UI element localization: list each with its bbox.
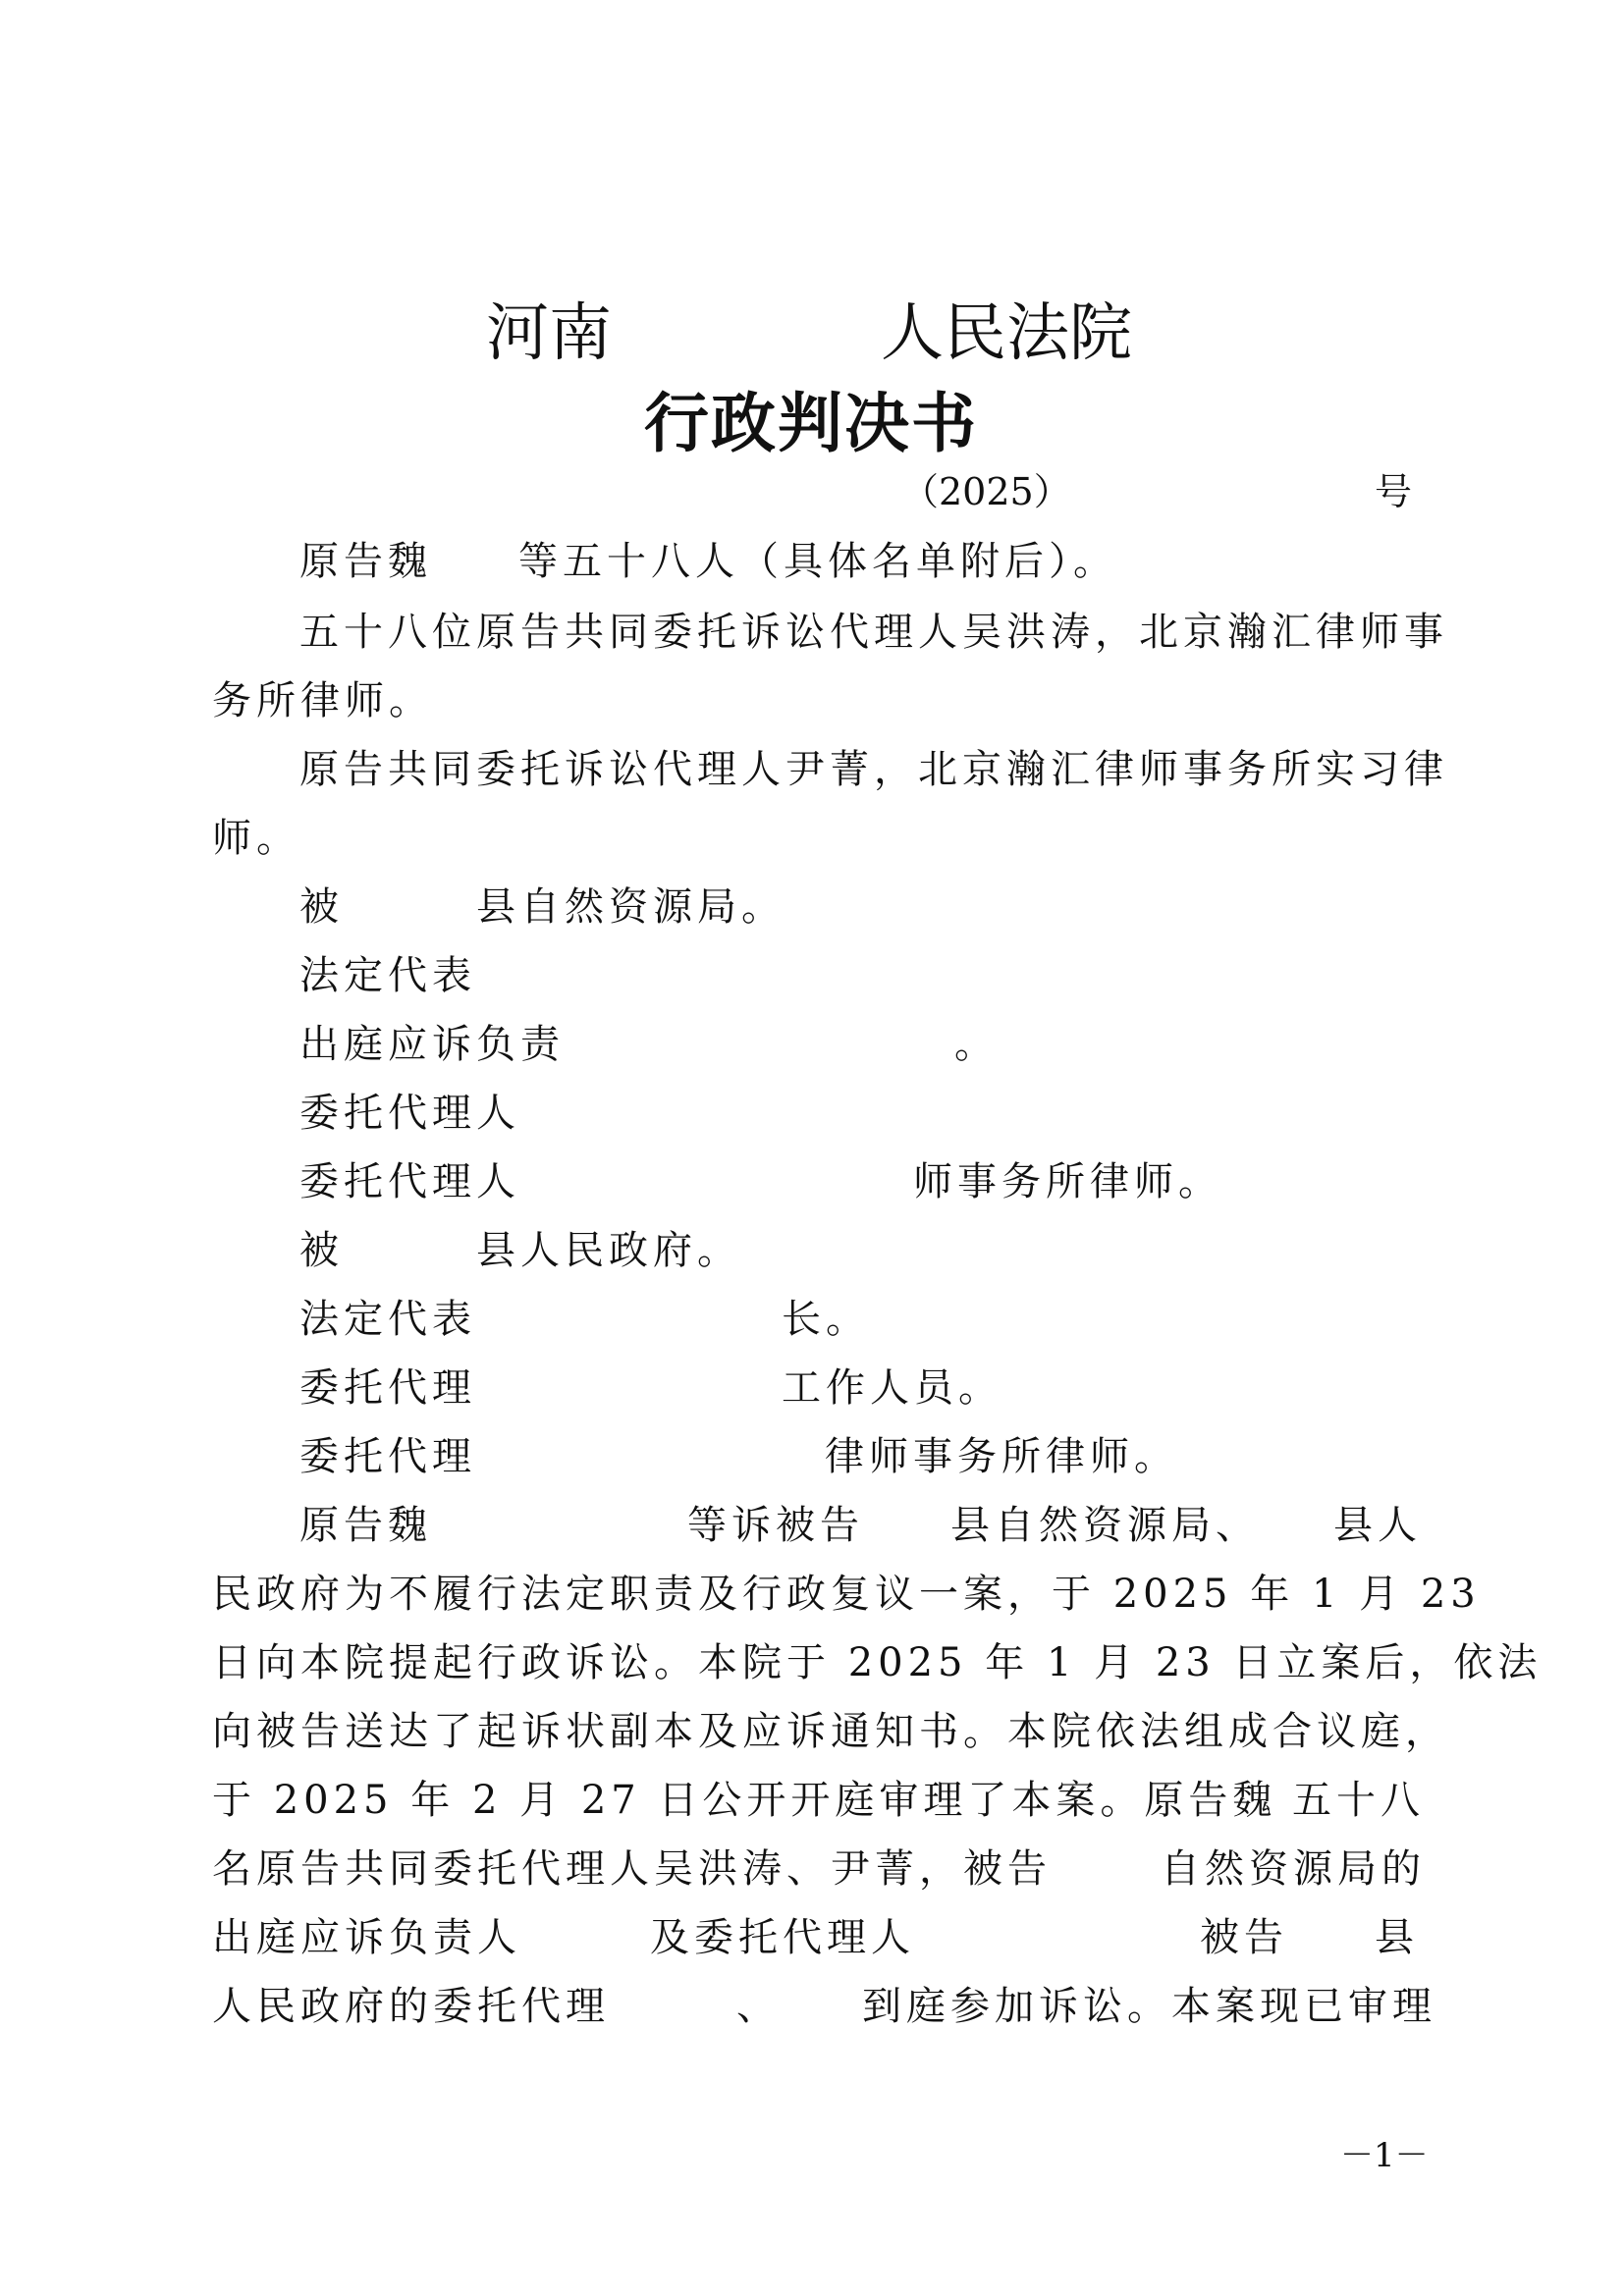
court-name-suffix: 人民法院 [881,297,1132,370]
court-name-prefix: 河南 [486,297,612,370]
page-number: －1－ [1340,2136,1429,2175]
defendant-1-responsible-end: 。 [954,1022,999,1067]
body-line-7-part-d: 县 [1375,1915,1419,1960]
defendant-1-legal-rep: 法定代表 [299,953,476,998]
plaintiff-name: 原告魏 [299,539,432,584]
body-line-7-part-a: 出庭应诉负责人 [212,1915,521,1960]
body-line-1-part-d: 县人 [1333,1503,1422,1548]
body-line-6-part-a: 名原告共同委托代理人吴洪涛、尹菁，被告 [212,1846,1052,1892]
case-number-suffix: 号 [1375,470,1413,513]
defendant-1-responsible-label: 出庭应诉负责 [299,1022,565,1067]
defendant-2-name: 县人民政府。 [476,1228,741,1273]
defendant-1-label: 被 [299,884,344,930]
body-line-8-part-c: 到庭参加诉讼。本案现已审理 [862,1984,1436,2029]
defendant-1-agent-2-firm: 师事务所律师。 [913,1159,1222,1204]
defendant-1-agent-2-label: 委托代理人 [299,1159,520,1204]
plaintiff-agent-2-line-2: 师。 [212,816,300,861]
body-line-8-part-b: 、 [736,1984,781,2029]
case-year: （2025） [901,470,1071,513]
body-line-1-part-b: 等诉被告 [687,1503,864,1548]
document-title: 行政判决书 [644,386,978,461]
defendant-2-agent-2-label: 委托代理 [299,1434,476,1479]
body-line-7-part-c: 被告 [1200,1915,1288,1960]
body-line-5-part-b: 五十八 [1292,1778,1425,1823]
defendant-2-legal-rep-label: 法定代表 [299,1297,476,1342]
plaintiff-agent-1-line-1: 五十八位原告共同委托诉讼代理人吴洪涛，北京瀚汇律师事 [299,610,1448,655]
body-line-3: 日向本院提起行政诉讼。本院于 2025 年 1 月 23 日立案后，依法 [212,1640,1543,1685]
body-line-1-part-a: 原告魏 [299,1503,432,1548]
body-line-8-part-a: 人民政府的委托代理 [212,1984,610,2029]
defendant-2-label: 被 [299,1228,344,1273]
defendant-2-agent-2-firm: 律师事务所律师。 [825,1434,1178,1479]
defendant-2-agent-1-role: 工作人员。 [782,1365,1002,1411]
plaintiff-agent-2-line-1: 原告共同委托诉讼代理人尹菁，北京瀚汇律师事务所实习律 [299,747,1448,792]
defendant-1-agent-1: 委托代理人 [299,1091,520,1136]
body-line-7-part-b: 及委托代理人 [650,1915,915,1960]
plaintiff-count: 等五十八人（具体名单附后）。 [518,539,1117,584]
defendant-1-name: 县自然资源局。 [476,884,785,930]
body-line-5-part-a: 于 2025 年 2 月 27 日公开开庭审理了本案。原告魏 [212,1778,1277,1823]
plaintiff-agent-1-line-2: 务所律师。 [212,678,433,723]
body-line-6-part-b: 自然资源局的 [1161,1846,1426,1892]
body-line-2: 民政府为不履行法定职责及行政复议一案，于 2025 年 1 月 23 [212,1572,1481,1617]
defendant-2-agent-1-label: 委托代理 [299,1365,476,1411]
body-line-1-part-c: 县自然资源局、 [950,1503,1260,1548]
body-line-4: 向被告送达了起诉状副本及应诉通知书。本院依法组成合议庭， [212,1709,1449,1754]
defendant-2-legal-rep-title: 长。 [782,1297,870,1342]
